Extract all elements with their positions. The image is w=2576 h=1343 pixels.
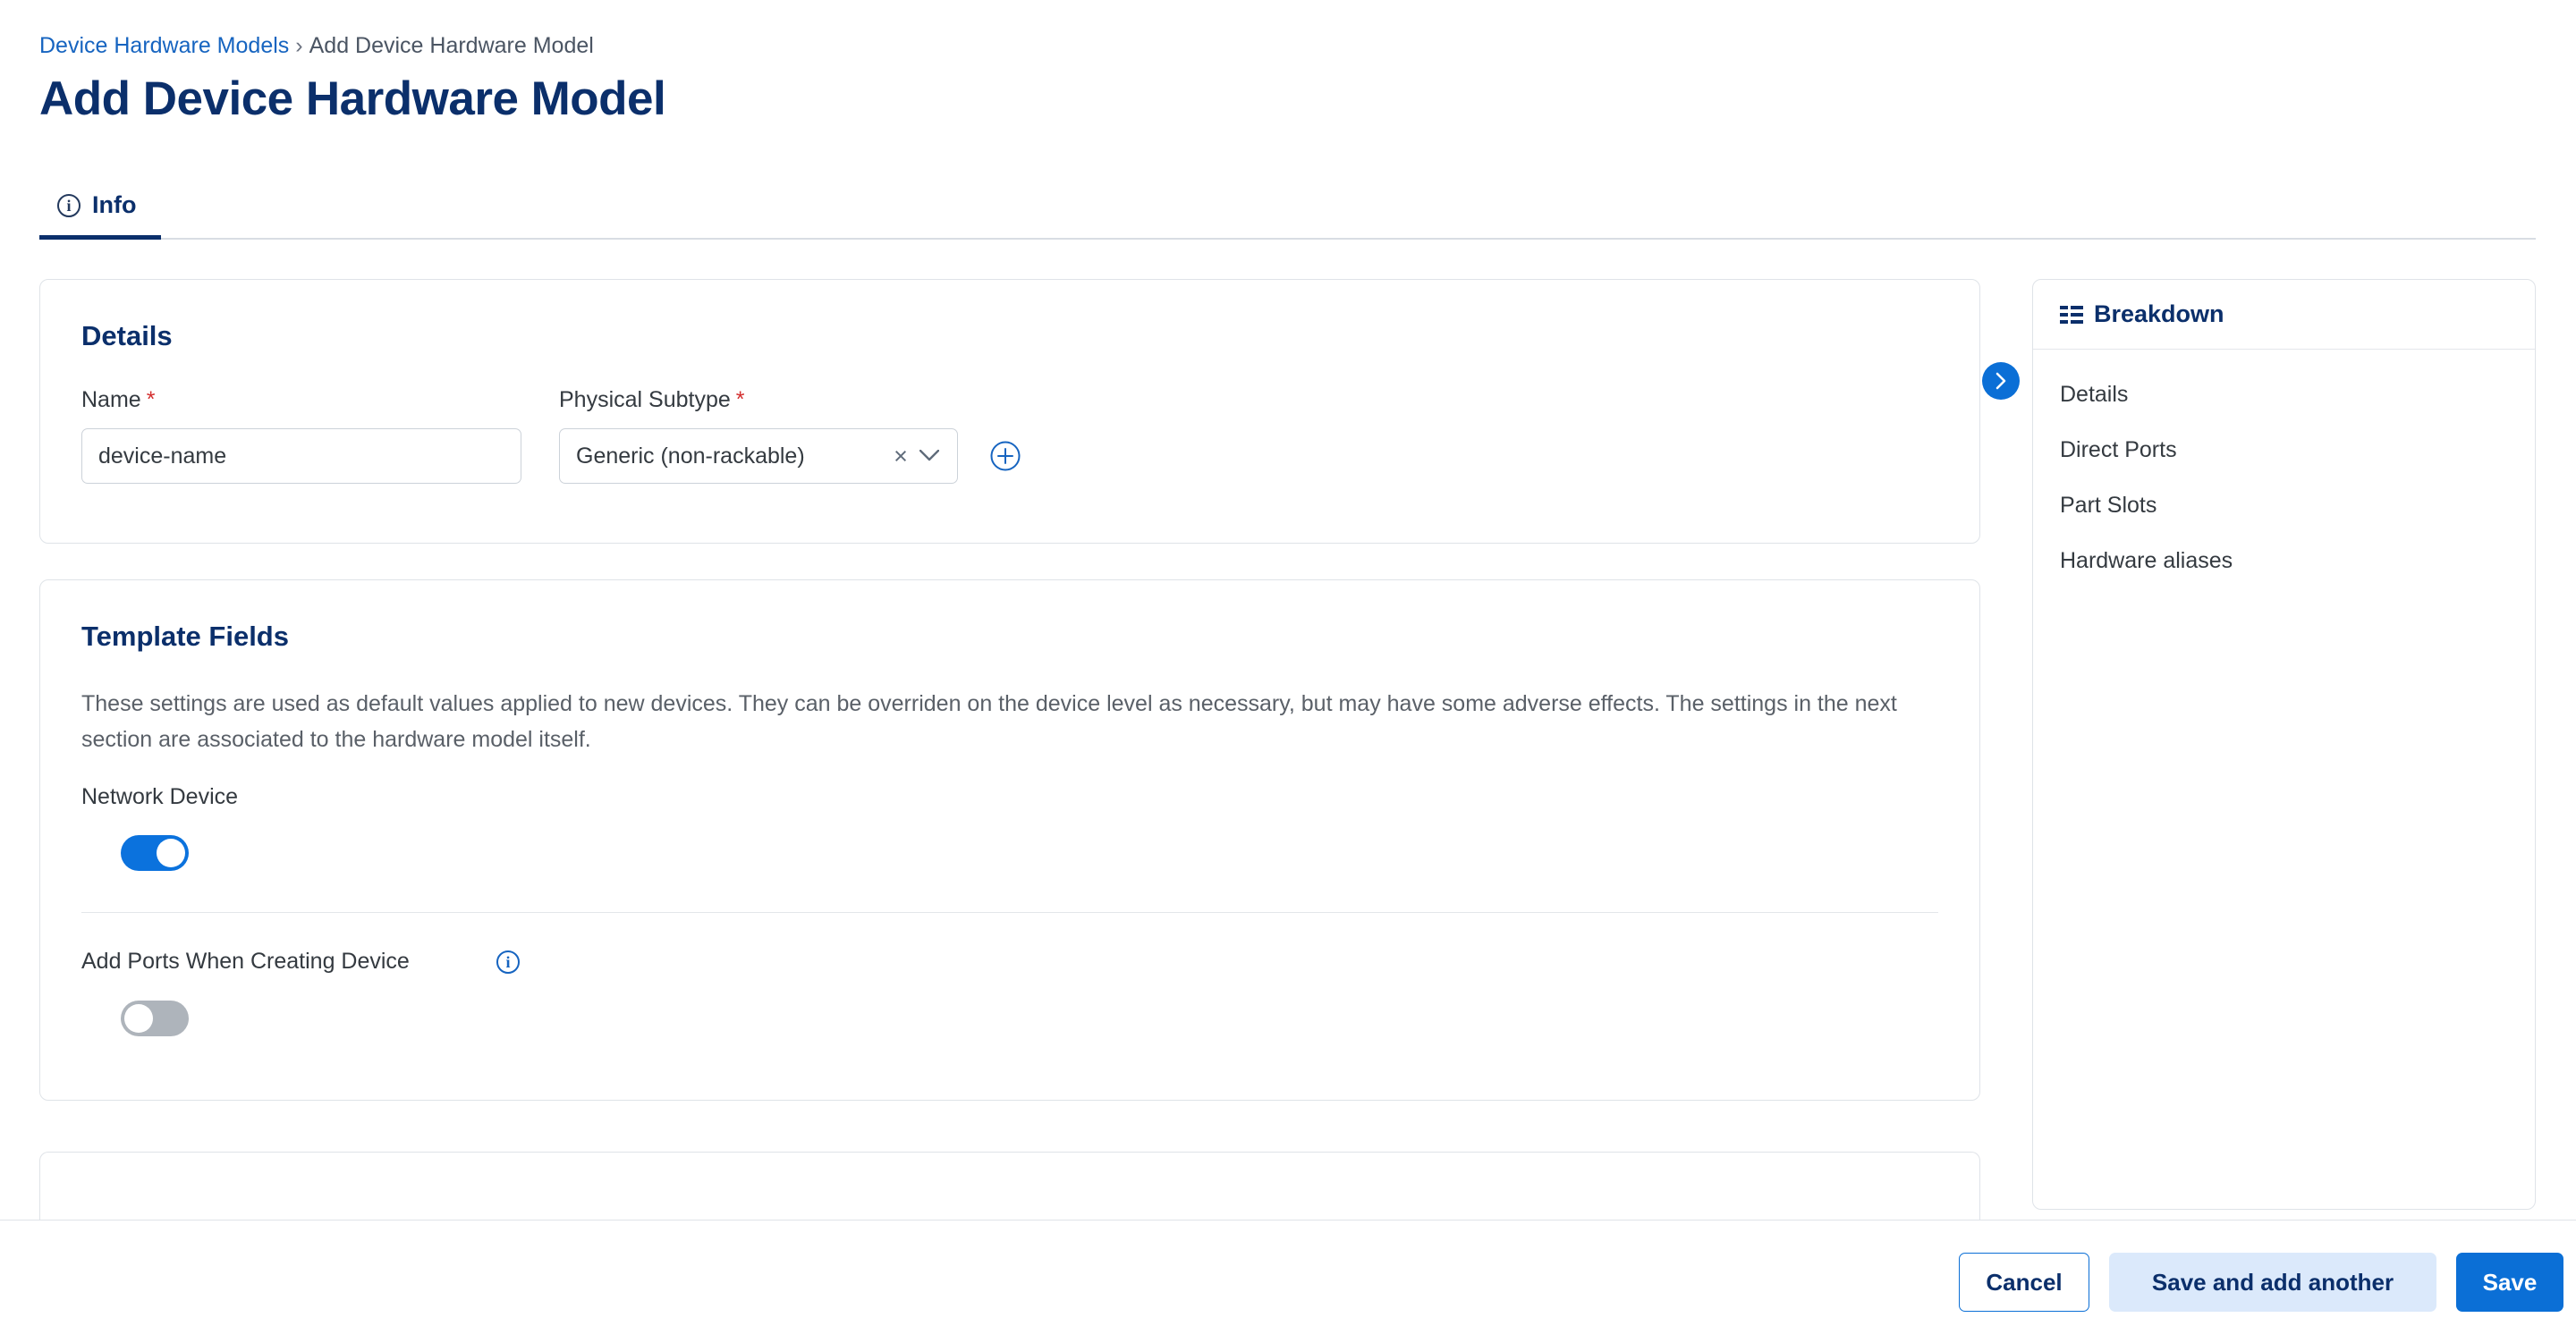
list-tree-icon xyxy=(2060,305,2083,325)
breakdown-item-part-slots[interactable]: Part Slots xyxy=(2060,493,2157,518)
cancel-button[interactable]: Cancel xyxy=(1959,1253,2089,1312)
breakdown-panel xyxy=(2032,279,2536,1210)
template-fields-card-title: Template Fields xyxy=(81,621,289,652)
name-required-marker: * xyxy=(146,387,156,412)
physical-subtype-selected-value: Generic (non-rackable) xyxy=(576,443,805,469)
breakdown-title: Breakdown xyxy=(2094,300,2224,327)
add-ports-label: Add Ports When Creating Device xyxy=(81,949,410,974)
tab-info-label: Info xyxy=(92,191,137,218)
breakdown-header xyxy=(2033,280,2535,350)
add-ports-toggle[interactable] xyxy=(121,1001,189,1036)
info-icon[interactable]: i xyxy=(496,950,520,974)
network-device-label: Network Device xyxy=(81,784,239,809)
details-card xyxy=(39,279,1980,544)
toggle-knob xyxy=(157,839,185,867)
save-and-add-another-button[interactable]: Save and add another xyxy=(2109,1253,2436,1312)
physical-subtype-label-text: Physical Subtype xyxy=(559,387,731,412)
footer-action-bar xyxy=(0,1220,2576,1343)
physical-subtype-field-label xyxy=(559,387,745,413)
clear-icon[interactable]: × xyxy=(894,442,908,469)
breadcrumb-current: Add Device Hardware Model xyxy=(309,33,594,58)
save-button[interactable]: Save xyxy=(2456,1253,2563,1312)
template-fields-description: These settings are used as default values applied to new devices. They can be overriden on the device level as necessary, but may have some adverse effects. The settings in the next section are associated to the hardware model itself. xyxy=(81,691,1897,752)
chevron-down-icon[interactable] xyxy=(914,443,945,469)
info-circle-icon: i xyxy=(57,194,80,217)
details-card-title: Details xyxy=(81,320,173,351)
template-fields-card xyxy=(39,579,1980,1101)
plus-circle-icon[interactable] xyxy=(990,441,1021,471)
breadcrumb-separator: › xyxy=(295,33,303,58)
network-device-toggle[interactable] xyxy=(121,835,189,871)
page-title: Add Device Hardware Model xyxy=(39,72,666,125)
chevron-right-icon xyxy=(1992,372,2010,390)
breadcrumb xyxy=(39,32,594,59)
section-divider xyxy=(81,912,1938,913)
name-input[interactable] xyxy=(81,428,521,484)
physical-subtype-select[interactable] xyxy=(559,428,958,484)
breadcrumb-link-device-hardware-models[interactable]: Device Hardware Models xyxy=(39,33,290,58)
breakdown-expand-toggle[interactable] xyxy=(1982,362,2020,400)
name-label-text: Name xyxy=(81,387,141,412)
toggle-knob xyxy=(124,1004,153,1033)
name-field-label xyxy=(81,387,155,413)
tab-info[interactable] xyxy=(39,175,161,240)
physical-subtype-required-marker: * xyxy=(735,387,745,412)
breakdown-item-direct-ports[interactable]: Direct Ports xyxy=(2060,437,2177,462)
tab-bar xyxy=(39,175,2536,240)
breakdown-item-details[interactable]: Details xyxy=(2060,382,2129,407)
breakdown-item-hardware-aliases[interactable]: Hardware aliases xyxy=(2060,548,2233,573)
